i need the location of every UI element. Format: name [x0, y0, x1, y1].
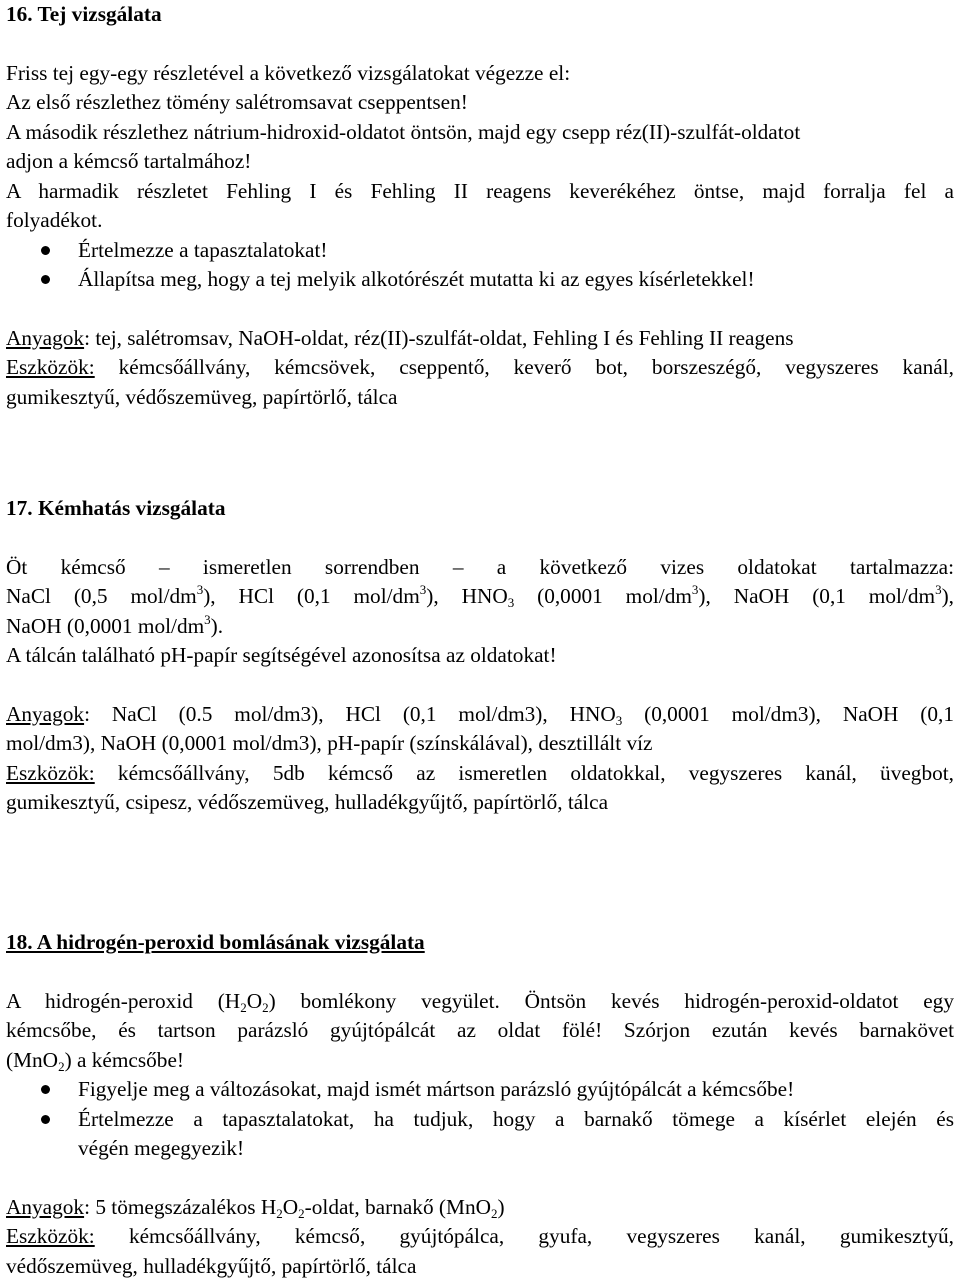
s17-tools-2: gumikesztyű, csipesz, védőszemüveg, hulladékgyűjtő, papírtörlő, tálca — [6, 790, 609, 814]
s18-materials: Anyagok: 5 tömegszázalékos $H_2O_2$-oldat, barnakő (MnO$_2$) — [6, 1194, 505, 1221]
s17-line-1: Öt kémcső – ismeretlen sorrendben – a következő vizes oldatokat tartalmazza: — [6, 554, 954, 579]
list-item — [6, 265, 954, 295]
list-item — [6, 1105, 954, 1164]
s17-line-3: NaOH (0,0001 mol/$dm^3$). — [6, 611, 224, 638]
s16-bullet-2-text: Állapítsa meg, hogy a tej melyik alkotórészét mutatta ki az egyes kísérletekkel! — [78, 267, 755, 291]
materials-text: : tej, salétromsav, NaOH-oldat, réz(II)-szulfát-oldat, Fehling I és Fehling II reagens — [84, 325, 794, 350]
s17-materials-1: Anyagok: NaCl (0.5 mol/dm3), HCl (0,1 mol/dm3), $HNO_3$ (0,0001 mol/dm3), NaOH (0,1 — [6, 701, 954, 728]
s18-bullet-list — [6, 1075, 954, 1164]
bullet-icon — [41, 246, 50, 255]
s16-tools-1 — [6, 353, 954, 383]
s18-bullet-2-line-2: végén megegyezik! — [78, 1136, 245, 1160]
section-17-number: 17. — [6, 496, 33, 520]
bullet-icon — [41, 275, 50, 284]
bullet-icon — [41, 1115, 50, 1124]
s16-tools-2: gumikesztyű, védőszemüveg, papírtörlő, tálca — [6, 384, 398, 409]
list-item — [6, 1075, 954, 1105]
s17-materials-2: mol/dm3), NaOH (0,0001 mol/dm3), pH-papír (színskálával), desztillált víz — [6, 731, 653, 755]
s16-intro-4: adjon a kémcső tartalmához! — [6, 149, 252, 173]
tools-label: Eszközök: — [6, 355, 95, 379]
s16-bullet-1-text: Értelmezze a tapasztalatokat! — [78, 237, 328, 262]
tools-text: kémcsőállvány, kémcsövek, cseppentő, keverő bot, borszeszégő, vegyszeres kanál, — [94, 355, 954, 379]
section-16-title: 16. Tej vizsgálata — [6, 2, 162, 26]
list-item — [6, 236, 954, 266]
s16-materials — [6, 324, 954, 354]
section-16 — [6, 0, 954, 412]
materials-label: Anyagok — [6, 1194, 85, 1219]
tools-label: Eszközök: — [6, 760, 95, 785]
s16-intro-5: A harmadik részletet Fehling I és Fehling II reagens keverékéhez öntse, majd forralja fel a — [6, 178, 954, 203]
s18-bullet-1-text: Figyelje meg a változásokat, majd ismét mártson parázsló gyújtópálcát a kémcsőbe! — [78, 1077, 795, 1101]
bullet-icon — [41, 1085, 50, 1094]
s18-bullet-2-line-1: Értelmezze a tapasztalatokat, ha tudjuk, hogy a barnakő tömege a kísérlet elején és — [78, 1106, 954, 1131]
section-17-title — [6, 494, 954, 524]
materials-label: Anyagok — [6, 701, 85, 726]
tools-label: Eszközök: — [6, 1224, 95, 1248]
section-18-title: 18. A hidrogén-peroxid bomlásának vizsgálata — [6, 930, 425, 954]
s16-intro-2: Az első részlethez tömény salétromsavat cseppentsen! — [6, 90, 468, 114]
s18-tools-2: védőszemüveg, hulladékgyűjtő, papírtörlő, tálca — [6, 1253, 417, 1278]
section-17-title-text: Kémhatás vizsgálata — [37, 496, 226, 520]
section-18 — [6, 928, 954, 1281]
s18-para-3: (MnO$_2$) a kémcsőbe! — [6, 1047, 185, 1074]
s16-intro-6: folyadékot. — [6, 208, 103, 232]
s16-intro-3: A második részlethez nátrium-hidroxid-oldatot öntsön, majd egy csepp réz(II)-szulfát-oldatot — [6, 119, 801, 144]
section-17 — [6, 494, 954, 818]
s17-tools-1: Eszközök: kémcsőállvány, 5db kémcső az ismeretlen oldatokkal, vegyszeres kanál, üvegbot, — [6, 760, 954, 785]
s17-line-2: NaCl (0,5 mol/$dm^3$), HCl (0,1 mol/$dm^3$), $HNO_3$ (0,0001 mol/$dm^3$), NaOH (0,1 mol/$dm^3$), — [6, 582, 954, 610]
s16-bullet-list — [6, 236, 954, 295]
s18-para-1: A hidrogén-peroxid $(H_2O_2)$ bomlékony vegyület. Öntsön kevés hidrogén-peroxid-oldatot egy — [6, 988, 954, 1015]
materials-label: Anyagok — [6, 325, 85, 350]
s17-line-4: A tálcán található pH-papír segítségével azonosítsa az oldatokat! — [6, 643, 557, 667]
s16-intro-1: Friss tej egy-egy részletével a következő vizsgálatokat végezze el: — [6, 60, 571, 85]
s18-tools-1: Eszközök: kémcsőállvány, kémcső, gyújtópálca, gyufa, vegyszeres kanál, gumikesztyű, — [6, 1224, 954, 1248]
s18-para-2: kémcsőbe, és tartson parázsló gyújtópálcát az oldat fölé! Szórjon ezután kevés barnakövet — [6, 1018, 954, 1042]
